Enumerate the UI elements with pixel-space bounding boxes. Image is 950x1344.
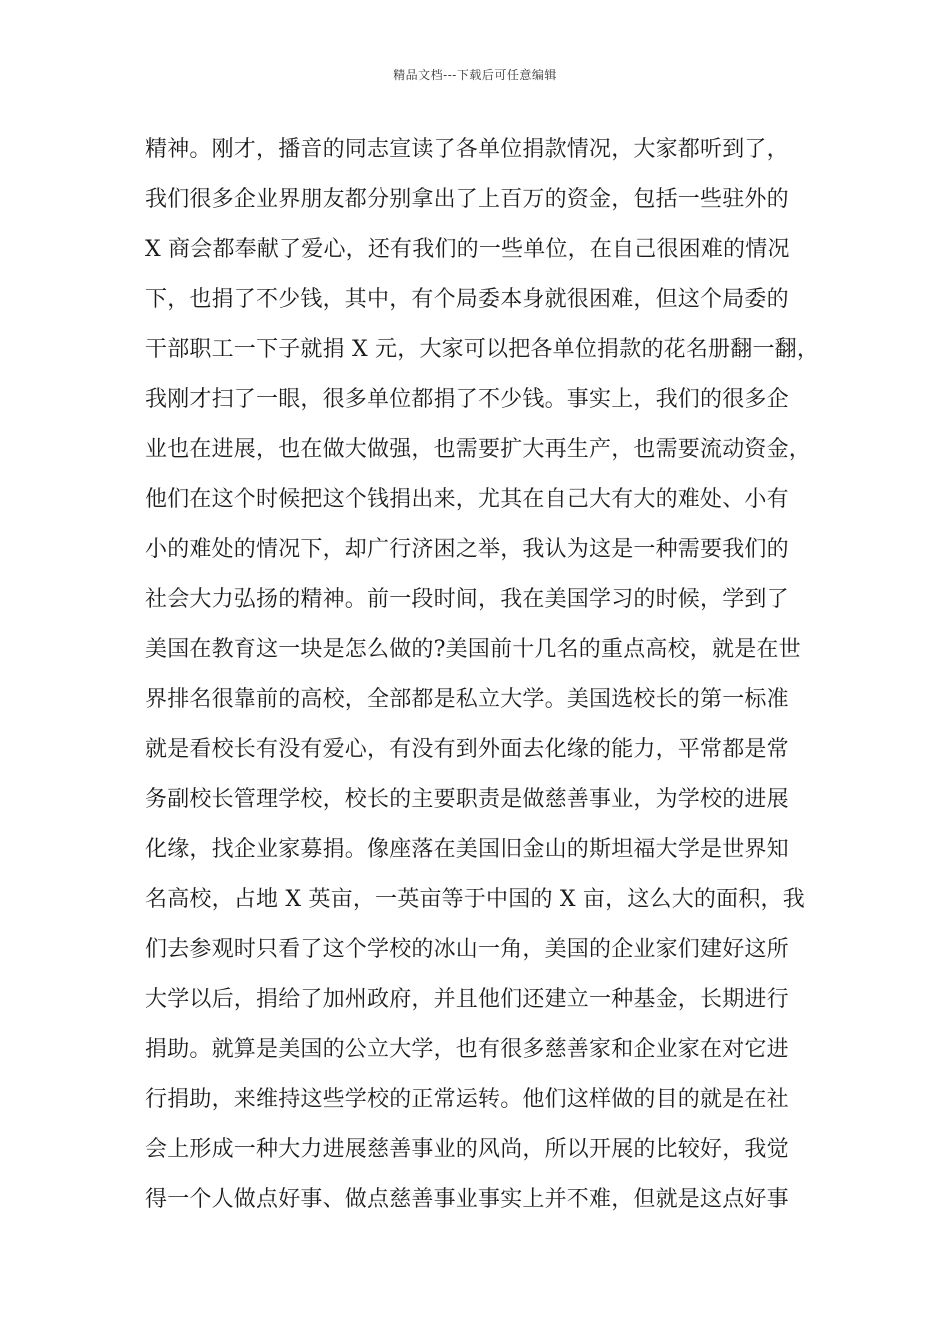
text-line: 我们很多企业界朋友都分别拿出了上百万的资金，包括一些驻外的 [145,187,789,212]
text-line: 美国在教育这一块是怎么做的?美国前十几名的重点高校，就是在世 [145,637,801,662]
text-line: 业也在进展，也在做大做强，也需要扩大再生产，也需要流动资金， [145,437,812,462]
text-line: 界排名很靠前的高校，全部都是私立大学。美国选校长的第一标准 [145,687,789,712]
text-line: 下，也捐了不少钱，其中，有个局委本身就很困难，但这个局委的 [145,287,789,312]
text-line: 小的难处的情况下，却广行济困之举，我认为这是一种需要我们的 [145,537,789,562]
text-line: 务副校长管理学校，校长的主要职责是做慈善事业，为学校的进展 [145,787,789,812]
text-line: X 商会都奉献了爱心，还有我们的一些单位，在自己很困难的情况 [145,237,790,262]
text-line: 会上形成一种大力进展慈善事业的风尚，所以开展的比较好，我觉 [145,1137,789,1162]
text-line: 化缘，找企业家募捐。像座落在美国旧金山的斯坦福大学是世界知 [145,837,789,862]
text-line: 名高校，占地 X 英亩，一英亩等于中国的 X 亩，这么大的面积，我 [145,887,805,912]
document-header-note: 精品文档---下载后可任意编辑 [393,68,557,82]
text-line: 干部职工一下子就捐 X 元，大家可以把各单位捐款的花名册翻一翻， [145,337,820,362]
text-line: 就是看校长有没有爱心，有没有到外面去化缘的能力，平常都是常 [145,737,789,762]
text-line: 行捐助，来维持这些学校的正常运转。他们这样做的目的就是在社 [145,1087,789,1112]
text-line: 大学以后，捐给了加州政府，并且他们还建立一种基金，长期进行 [145,987,789,1012]
text-line: 他们在这个时候把这个钱捐出来，尤其在自己大有大的难处、小有 [145,487,789,512]
text-line: 捐助。就算是美国的公立大学，也有很多慈善家和企业家在对它进 [145,1037,789,1062]
text-line: 得一个人做点好事、做点慈善事业事实上并不难，但就是这点好事 [145,1187,789,1212]
text-line: 社会大力弘扬的精神。前一段时间，我在美国学习的时候，学到了 [145,587,789,612]
text-line: 我刚才扫了一眼，很多单位都捐了不少钱。事实上，我们的很多企 [145,387,789,412]
text-line: 精神。刚才，播音的同志宣读了各单位捐款情况，大家都听到了， [145,137,789,162]
document-body [145,128,825,1228]
text-line: 们去参观时只看了这个学校的冰山一角，美国的企业家们建好这所 [145,937,789,962]
